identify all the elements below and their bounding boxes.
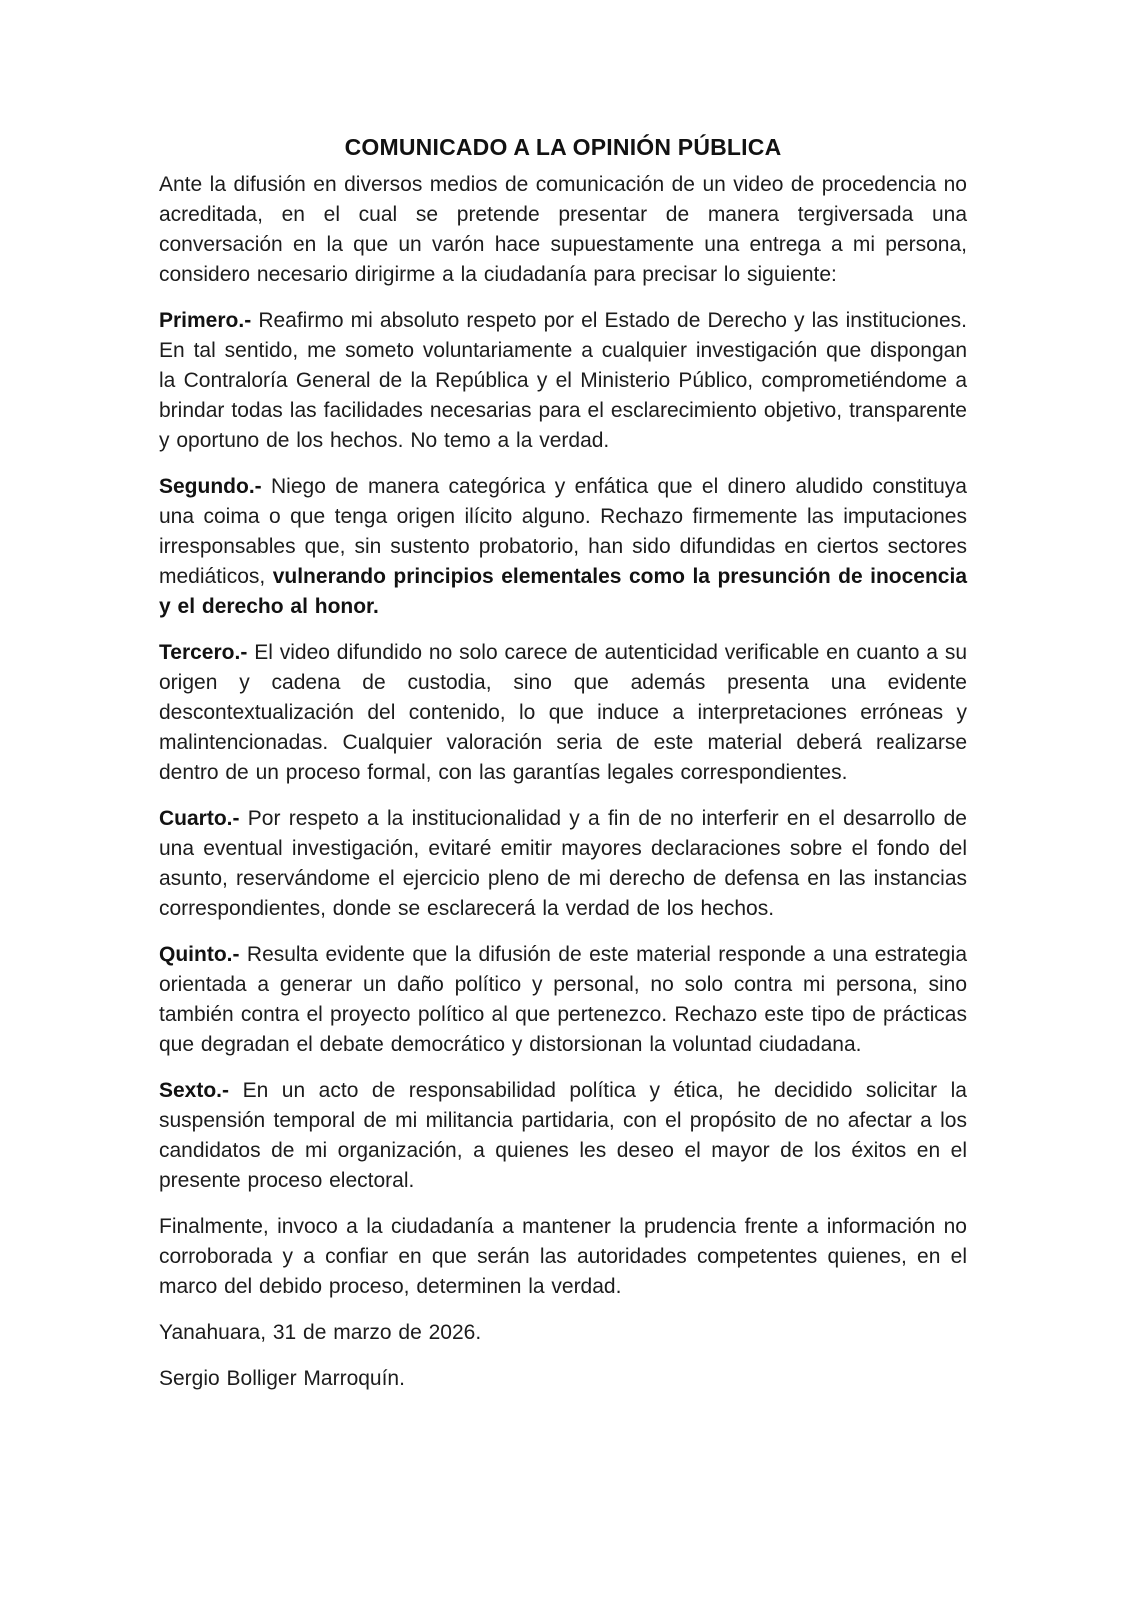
document-title: COMUNICADO A LA OPINIÓN PÚBLICA bbox=[344, 134, 782, 160]
closing-paragraph: Finalmente, invoco a la ciudadanía a mantener la prudencia frente a información no corroborada y a confiar en que serán las autoridades competentes quienes, en el marco del debido proceso, determinen la verdad. bbox=[159, 1215, 967, 1298]
section-paragraph-segundo bbox=[159, 472, 967, 622]
section-lead-sexto: Sexto.- bbox=[159, 1079, 230, 1102]
section-lead-quinto: Quinto.- bbox=[159, 943, 240, 966]
section-paragraph-sexto bbox=[159, 1076, 967, 1196]
section-text-quinto: Resulta evidente que la difusión de este material responde a una estrategia orientada a generar un daño político y personal, no solo contra mi persona, sino también contra el proyecto político al que pertenezco. Rechazo este tipo de prácticas que degradan el debate democrático y distorsionan la voluntad ciudadana. bbox=[159, 943, 968, 1056]
section-text-tercero: El video difundido no solo carece de autenticidad verificable en cuanto a su origen y cadena de custodia, sino que además presenta una evidente descontextualización del contenido, lo que induce a interpretaciones erróneas y malintencionadas. Cualquier valoración seria de este material deberá realizarse dentro de un proceso formal, con las garantías legales correspondientes. bbox=[159, 641, 967, 784]
section-lead-primero: Primero.- bbox=[159, 309, 252, 332]
section-text-primero: Reafirmo mi absoluto respeto por el Estado de Derecho y las instituciones. En tal sentido, me someto voluntariamente a cualquier investigación que dispongan la Contraloría General de la República y el Ministerio Público, comprometiéndome a brindar todas las facilidades necesarias para el esclarecimiento objetivo, transparente y oportuno de los hechos. No temo a la verdad. bbox=[159, 309, 967, 452]
section-text-segundo: Niego de manera categórica y enfática que el dinero aludido constituya una coima o que tenga origen ilícito alguno. Rechazo firmemente las imputaciones irresponsables que, sin sustento probatorio, han sido difundidas en ciertos sectores mediáticos, bbox=[159, 475, 967, 588]
section-paragraph-tercero bbox=[159, 638, 967, 788]
section-paragraph-cuarto bbox=[159, 804, 967, 924]
section-lead-segundo: Segundo.- bbox=[159, 475, 262, 498]
section-paragraph-primero bbox=[159, 306, 967, 456]
section-bold-emphasis-segundo: vulnerando principios elementales como la presunción de inocencia y el derecho al honor. bbox=[159, 565, 967, 618]
section-lead-tercero: Tercero.- bbox=[159, 641, 248, 664]
section-text-cuarto: Por respeto a la institucionalidad y a fin de no interferir en el desarrollo de una eventual investigación, evitaré emitir mayores declaraciones sobre el fondo del asunto, reservándome el ejercicio pleno de mi derecho de defensa en las instancias correspondientes, donde se esclarecerá la verdad de los hechos. bbox=[159, 807, 967, 920]
dateline: Yanahuara, 31 de marzo de 2026. bbox=[159, 1321, 482, 1344]
intro-paragraph: Ante la difusión en diversos medios de comunicación de un video de procedencia no acreditada, en el cual se pretende presentar de manera tergiversada una conversación en la que un varón hace supuestamente una entrega a mi persona, considero necesario dirigirme a la ciudadanía para precisar lo siguiente: bbox=[159, 173, 967, 286]
section-text-sexto: En un acto de responsabilidad política y ética, he decidido solicitar la suspensión temporal de mi militancia partidaria, con el propósito de no afectar a los candidatos de mi organización, a quienes les deseo el mayor de los éxitos en el presente proceso electoral. bbox=[159, 1079, 967, 1192]
signature-name: Sergio Bolliger Marroquín. bbox=[159, 1367, 405, 1390]
section-paragraph-quinto bbox=[159, 940, 967, 1060]
section-lead-cuarto: Cuarto.- bbox=[159, 807, 240, 830]
